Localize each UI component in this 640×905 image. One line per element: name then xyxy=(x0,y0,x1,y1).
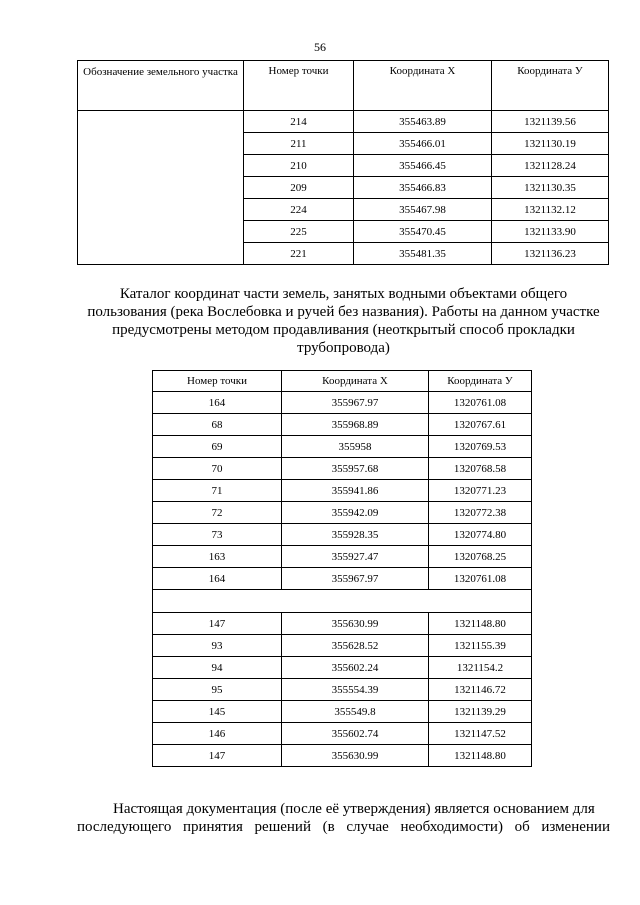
coordinate-y-cell: 1321139.29 xyxy=(429,701,532,723)
coordinate-y-cell: 1320768.58 xyxy=(429,458,532,480)
coordinate-x-cell: 355602.74 xyxy=(282,723,429,745)
coordinate-y-cell: 1320769.53 xyxy=(429,436,532,458)
body-paragraph xyxy=(77,800,610,836)
coordinate-x-cell: 355927.47 xyxy=(282,546,429,568)
table-row xyxy=(153,568,532,590)
coordinate-x-cell: 355549.8 xyxy=(282,701,429,723)
coordinate-y-cell: 1321130.19 xyxy=(492,133,609,155)
point-number-cell: 225 xyxy=(244,221,354,243)
point-number-cell: 209 xyxy=(244,177,354,199)
point-number-cell: 147 xyxy=(153,745,282,767)
coordinate-y-cell: 1321136.23 xyxy=(492,243,609,265)
header-coordinate-x: Координата Х xyxy=(354,61,492,111)
coordinate-y-cell: 1320761.08 xyxy=(429,392,532,414)
caption-line: пользования (река Вослебовка и ручей без названия). Работы на данном участке xyxy=(87,304,600,320)
header-parcel-designation: Обозначение земельного участка xyxy=(78,61,244,111)
coordinate-x-cell: 355630.99 xyxy=(282,613,429,635)
table-row xyxy=(153,524,532,546)
point-number-cell: 146 xyxy=(153,723,282,745)
header-coordinate-y: Координата У xyxy=(492,61,609,111)
coordinate-x-cell: 355628.52 xyxy=(282,635,429,657)
point-number-cell: 221 xyxy=(244,243,354,265)
coordinate-y-cell: 1320761.08 xyxy=(429,568,532,590)
caption-line: трубопровода) xyxy=(297,340,390,356)
point-number-cell: 224 xyxy=(244,199,354,221)
point-number-cell: 69 xyxy=(153,436,282,458)
header-coordinate-x: Координата Х xyxy=(282,371,429,392)
table-row xyxy=(78,111,609,133)
coordinate-x-cell: 355967.97 xyxy=(282,392,429,414)
table-row xyxy=(153,392,532,414)
coordinate-x-cell: 355958 xyxy=(282,436,429,458)
coordinate-y-cell: 1321154.2 xyxy=(429,657,532,679)
table-row xyxy=(153,613,532,635)
coordinate-y-cell: 1321155.39 xyxy=(429,635,532,657)
coordinate-x-cell: 355928.35 xyxy=(282,524,429,546)
paragraph-line: Настоящая документация (после её утверждения) является основанием для xyxy=(113,801,595,817)
coordinate-y-cell: 1321130.35 xyxy=(492,177,609,199)
coordinate-y-cell: 1320774.80 xyxy=(429,524,532,546)
header-point-number: Номер точки xyxy=(244,61,354,111)
table-row xyxy=(153,679,532,701)
table-row xyxy=(153,657,532,679)
table-row xyxy=(153,436,532,458)
coordinate-y-cell: 1321139.56 xyxy=(492,111,609,133)
point-number-cell: 93 xyxy=(153,635,282,657)
coordinate-x-cell: 355466.01 xyxy=(354,133,492,155)
coordinate-x-cell: 355470.45 xyxy=(354,221,492,243)
coordinate-y-cell: 1320772.38 xyxy=(429,502,532,524)
coordinate-y-cell: 1321133.90 xyxy=(492,221,609,243)
table-header-row xyxy=(78,61,609,111)
point-number-cell: 147 xyxy=(153,613,282,635)
coordinate-x-cell: 355941.86 xyxy=(282,480,429,502)
coordinate-x-cell: 355968.89 xyxy=(282,414,429,436)
coordinate-y-cell: 1321147.52 xyxy=(429,723,532,745)
table-row xyxy=(153,502,532,524)
separator-cell xyxy=(153,590,532,613)
coordinates-table-2 xyxy=(152,370,532,767)
coordinate-x-cell: 355942.09 xyxy=(282,502,429,524)
group-separator-row xyxy=(153,590,532,613)
point-number-cell: 70 xyxy=(153,458,282,480)
caption-line: Каталог координат части земель, занятых водными объектами общего xyxy=(119,286,568,302)
table-row xyxy=(153,701,532,723)
page-number: 56 xyxy=(314,40,326,54)
point-number-cell: 210 xyxy=(244,155,354,177)
point-number-cell: 68 xyxy=(153,414,282,436)
table-row xyxy=(153,546,532,568)
coordinate-x-cell: 355466.83 xyxy=(354,177,492,199)
point-number-cell: 214 xyxy=(244,111,354,133)
table-body xyxy=(153,392,532,767)
paragraph-line: последующего принятия решений (в случае необходимости) об изменении xyxy=(77,819,610,835)
coordinate-x-cell: 355481.35 xyxy=(354,243,492,265)
coordinate-x-cell: 355554.39 xyxy=(282,679,429,701)
table-row xyxy=(153,723,532,745)
table-header-row xyxy=(153,371,532,392)
parcel-designation-cell xyxy=(78,111,244,265)
coordinate-y-cell: 1321128.24 xyxy=(492,155,609,177)
coordinate-x-cell: 355466.45 xyxy=(354,155,492,177)
point-number-cell: 94 xyxy=(153,657,282,679)
point-number-cell: 73 xyxy=(153,524,282,546)
caption-line: предусмотрены методом продавливания (неоткрытый способ прокладки xyxy=(112,322,575,338)
point-number-cell: 163 xyxy=(153,546,282,568)
coordinate-y-cell: 1320767.61 xyxy=(429,414,532,436)
table-row xyxy=(153,635,532,657)
table-body xyxy=(78,111,609,265)
point-number-cell: 211 xyxy=(244,133,354,155)
coordinates-table-1 xyxy=(77,60,609,265)
table-caption xyxy=(77,285,610,357)
coordinate-y-cell: 1320768.25 xyxy=(429,546,532,568)
coordinate-y-cell: 1321146.72 xyxy=(429,679,532,701)
coordinate-x-cell: 355602.24 xyxy=(282,657,429,679)
point-number-cell: 164 xyxy=(153,568,282,590)
point-number-cell: 164 xyxy=(153,392,282,414)
point-number-cell: 71 xyxy=(153,480,282,502)
point-number-cell: 95 xyxy=(153,679,282,701)
coordinate-y-cell: 1321148.80 xyxy=(429,745,532,767)
table-row xyxy=(153,480,532,502)
coordinate-x-cell: 355967.97 xyxy=(282,568,429,590)
coordinate-x-cell: 355630.99 xyxy=(282,745,429,767)
table-row xyxy=(153,745,532,767)
point-number-cell: 72 xyxy=(153,502,282,524)
point-number-cell: 145 xyxy=(153,701,282,723)
coordinate-x-cell: 355463.89 xyxy=(354,111,492,133)
coordinate-y-cell: 1320771.23 xyxy=(429,480,532,502)
coordinate-x-cell: 355467.98 xyxy=(354,199,492,221)
header-coordinate-y: Координата У xyxy=(429,371,532,392)
coordinate-x-cell: 355957.68 xyxy=(282,458,429,480)
header-point-number: Номер точки xyxy=(153,371,282,392)
table-row xyxy=(153,458,532,480)
table-row xyxy=(153,414,532,436)
coordinate-y-cell: 1321148.80 xyxy=(429,613,532,635)
coordinate-y-cell: 1321132.12 xyxy=(492,199,609,221)
